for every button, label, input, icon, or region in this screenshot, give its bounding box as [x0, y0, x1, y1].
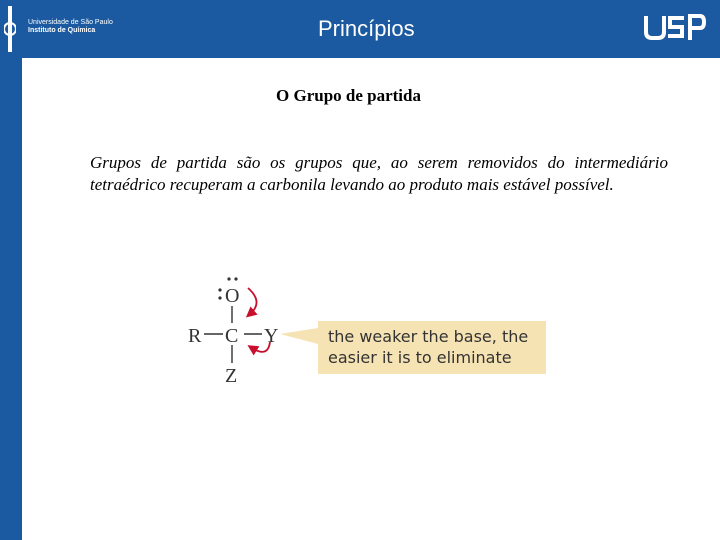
institution-emblem-icon — [4, 6, 16, 52]
z-group-atom: Z — [225, 365, 238, 387]
page-header-title: Princípios — [318, 16, 415, 41]
section-title: O Grupo de partida — [276, 86, 421, 105]
callout-box — [318, 321, 546, 374]
body-paragraph — [52, 152, 668, 196]
institution-line-2: Instituto de Química — [28, 27, 96, 34]
callout-line-1: the weaker the base, the — [328, 327, 529, 346]
institution-line-1: Universidade de São Paulo — [28, 19, 113, 26]
header-bar — [22, 0, 720, 58]
institution-name — [28, 19, 113, 35]
institution-logo — [22, 4, 142, 44]
r-group-atom: R — [188, 325, 202, 347]
page-number: 12 — [5, 520, 16, 530]
curved-arrow-top-icon — [248, 288, 257, 314]
course-label: QFL 0342 – Reatividade de Compostos Orgânicos — [4, 154, 15, 378]
usp-logo — [644, 14, 706, 40]
callout-pointer — [280, 328, 318, 344]
body-paragraph-text: Grupos de partida são os grupos que, ao serem removidos do intermediário tetraédrico recuperam a carbonila levando ao produto mais estável possível. — [90, 153, 668, 194]
carbon-atom: C — [225, 325, 239, 347]
oxygen-atom: O — [225, 285, 240, 307]
callout-line-2: easier it is to eliminate — [328, 348, 512, 367]
leaving-group-atom: Y — [264, 325, 279, 347]
